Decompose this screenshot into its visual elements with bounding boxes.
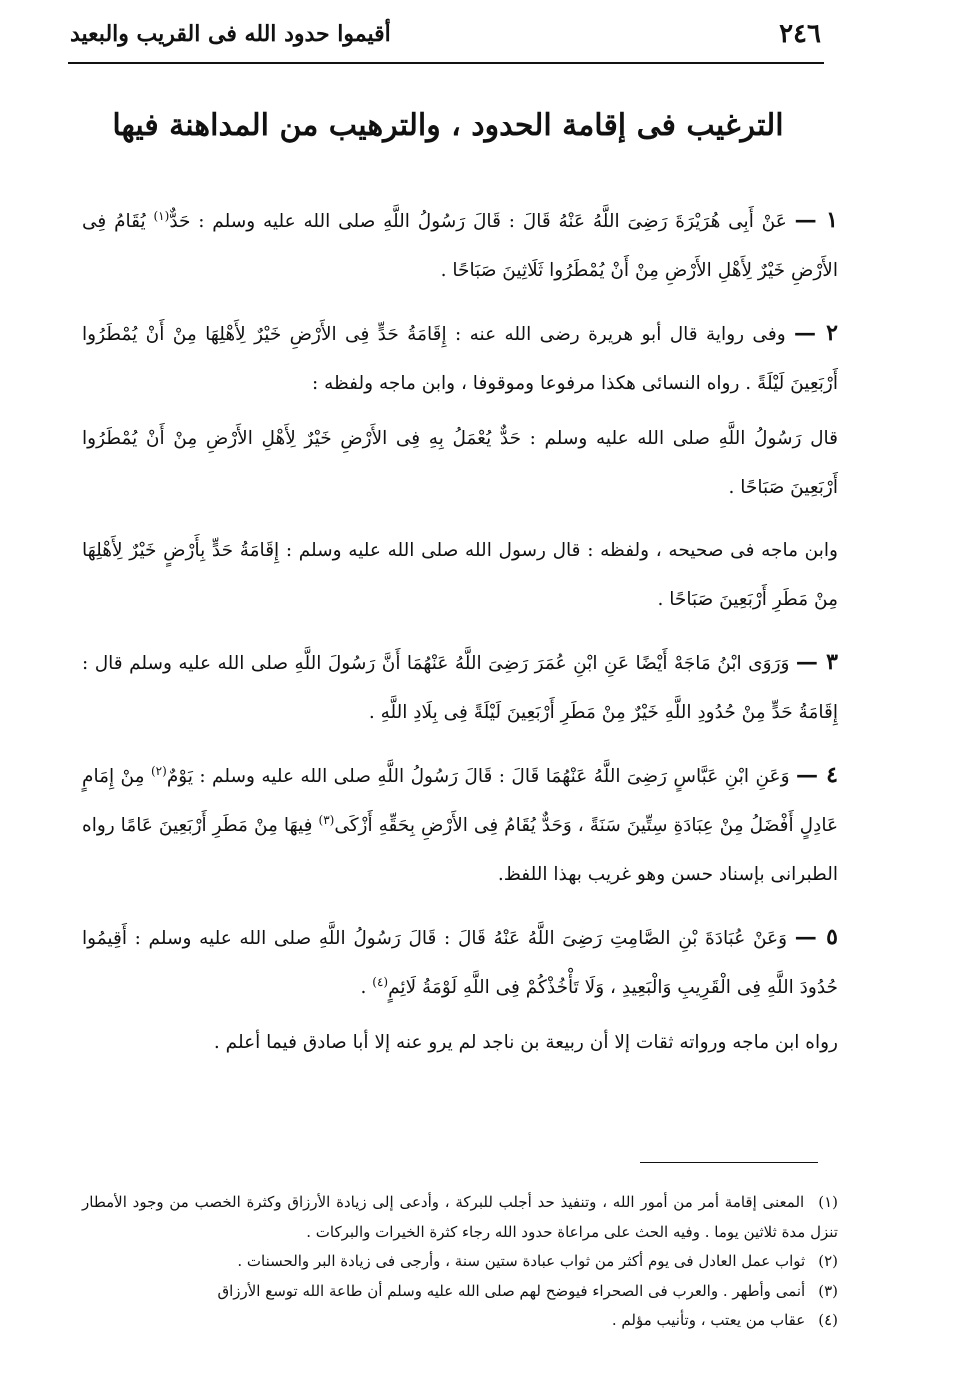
- footnote-ref: (١): [153, 208, 170, 223]
- footnote-ref: (٤): [372, 974, 389, 989]
- body-text: [82, 196, 838, 1081]
- hadith-paragraph-1: [82, 196, 838, 295]
- paragraph-text: فِيهَا مِنْ مَطَرِ أَرْبَعِينَ عَامًا رواه الطبرانى بإسناد حسن وهو غريب بهذا اللفظ.: [82, 815, 838, 885]
- paragraph-text: يُقَامُ فِى الأَرْضِ خَيْرٌ لِأَهْلِ الأَرْضِ مِنْ أَنْ يُمْطَرُوا ثَلَاثِينَ صَبَاحًا .: [82, 211, 838, 281]
- page-number: ٢٤٦: [779, 19, 821, 49]
- paragraph-text: مِنْ إِمَامٍ عَادِلٍ أَفْضَلُ مِنْ عِبَادَةِ سِتِّينَ سَنَةً ، وَحَدٌّ يُقَامُ فِى الأَرْضِ بِحَقِّهِ أَزْكَى: [82, 766, 838, 836]
- paragraph-text: قال رَسُولُ اللَّهِ صلى الله عليه وسلم : حَدٌّ يُعْمَلُ بِهِ فِى الأَرْضِ خَيْرٌ لِأَهْلِ الأَرْضِ مِنْ أَنْ يُمْطَرُوا أَرْبَعِينَ صَبَاحًا .: [82, 428, 838, 498]
- paragraph-text: وَعَنِ ابْنِ عَبَّاسٍ رَضِىَ اللَّهُ عَنْهُمَا قَالَ : قَالَ رَسُولُ اللَّهِ صلى الله عليه وسلم : يَوْمٌ: [166, 766, 790, 787]
- footnote-2: [82, 1247, 838, 1277]
- footnote-ref: (٢): [150, 763, 167, 778]
- paragraph-text: وابن ماجه فى صحيحه ، ولفظه : قال رسول الله صلى الله عليه وسلم : إِقَامَةُ حَدٍّ بِأَرْضٍ خَيْرٌ لِأَهْلِهَا مِنْ مَطَرِ أَرْبَعِينَ صَبَاحًا .: [82, 540, 838, 610]
- hadith-paragraph-2c: [82, 526, 838, 624]
- hadith-paragraph-5: [82, 913, 838, 1012]
- footnote-text: ثواب عمل العادل فى يوم أكثر من ثواب عبادة ستين سنة ، وأرجى فى زيادة البر والحسنات .: [237, 1252, 806, 1270]
- footnote-text: أنمى وأطهر . والعرب فى الصحراء فيوضح لهم صلى الله عليه وسلم أن طاعة الله توسع الأرزاق: [217, 1281, 806, 1300]
- running-title: أقيموا حدود الله فى القريب والبعيد: [70, 21, 391, 47]
- paragraph-text: وَعَنْ عُبَادَةَ بْنِ الصَّامِتِ رَضِىَ اللَّهُ عَنْهُ قَالَ : قَالَ رَسُولُ اللَّهِ صلى الله عليه وسلم : أَقِيمُوا حُدُودَ اللَّهِ فِى الْقَرِيبِ وَالْبَعِيدِ ، وَلَا تَأْخُذْكُمْ فِى اللَّهِ لَوْمَةُ لَائِمٍ: [82, 928, 838, 998]
- footnote-text: عقاب من يعتب ، وتأنيب مؤلم .: [611, 1311, 806, 1329]
- footnote-ref: (٣): [318, 812, 335, 827]
- paragraph-number: ٥ —: [794, 924, 838, 950]
- hadith-paragraph-2b: [82, 414, 838, 512]
- paragraph-text: وَرَوَى ابْنُ مَاجَهْ أَيْضًا عَنِ ابْنِ عُمَرَ رَضِىَ اللَّهُ عَنْهُمَا أَنَّ رَسُولَ اللَّهِ صلى الله عليه وسلم قال : إِقَامَةُ حَدٍّ مِنْ حُدُودِ اللَّهِ خَيْرٌ مِنْ مَطَرِ أَرْبَعِينَ لَيْلَةً فِى بِلَادِ اللَّهِ .: [82, 653, 838, 723]
- footnotes: [82, 1188, 838, 1336]
- chapter-title: الترغيب فى إقامة الحدود ، والترهيب من المداهنة فيها: [112, 108, 784, 143]
- footnote-text: المعنى إقامة أمر من أمور الله ، وتنفيذ حد أجلب للبركة ، وأدعى إلى زيادة الأرزاق وكثرة الخصب من وجود الأمطار تنزل مدة ثلاثين يوما . وفيه الحث على مراعاة حدود الله رجاء كثرة الخيرات والبركات .: [82, 1193, 838, 1241]
- paragraph-text: وفى رواية قال أبو هريرة رضى الله عنه : إِقَامَةُ حَدٍّ فِى الأَرْضِ خَيْرٌ لِأَهْلِهَا مِنْ أَنْ يُمْطَرُوا أَرْبَعِينَ لَيْلَةً . رواه النسائى هكذا مرفوعا وموقوفا ، وابن ماجه ولفظه :: [82, 324, 838, 394]
- hadith-paragraph-5b: [82, 1018, 838, 1067]
- header-rule: [68, 62, 824, 64]
- hadith-paragraph-2: [82, 309, 838, 408]
- paragraph-number: ٢ —: [794, 320, 838, 346]
- paragraph-text: .: [360, 977, 367, 998]
- paragraph-number: ١ —: [794, 207, 838, 233]
- footnote-number: (٢): [818, 1252, 838, 1270]
- paragraph-number: ٣ —: [795, 649, 838, 675]
- page-header: [70, 14, 821, 54]
- paragraph-text: رواه ابن ماجه ورواته ثقات إلا أن ربيعة بن ناجد لم يرو عنه إلا أبا صادق فيما أعلم .: [213, 1032, 838, 1053]
- paragraph-text: عَنْ أَبِى هُرَيْرَةَ رَضِىَ اللَّهُ عَنْهُ قَالَ : قَالَ رَسُولُ اللَّهِ صلى الله عليه وسلم : حَدٌّ: [169, 211, 787, 232]
- footnote-3: [82, 1277, 838, 1307]
- footnote-number: (٤): [818, 1311, 838, 1329]
- hadith-paragraph-4: [82, 751, 838, 899]
- footnote-1: [82, 1188, 838, 1247]
- footnote-4: [82, 1306, 838, 1336]
- paragraph-number: ٤ —: [795, 762, 838, 788]
- footnote-number: (١): [818, 1193, 838, 1211]
- hadith-paragraph-3: [82, 638, 838, 737]
- footnote-rule: [640, 1162, 818, 1163]
- footnote-number: (٣): [818, 1281, 838, 1300]
